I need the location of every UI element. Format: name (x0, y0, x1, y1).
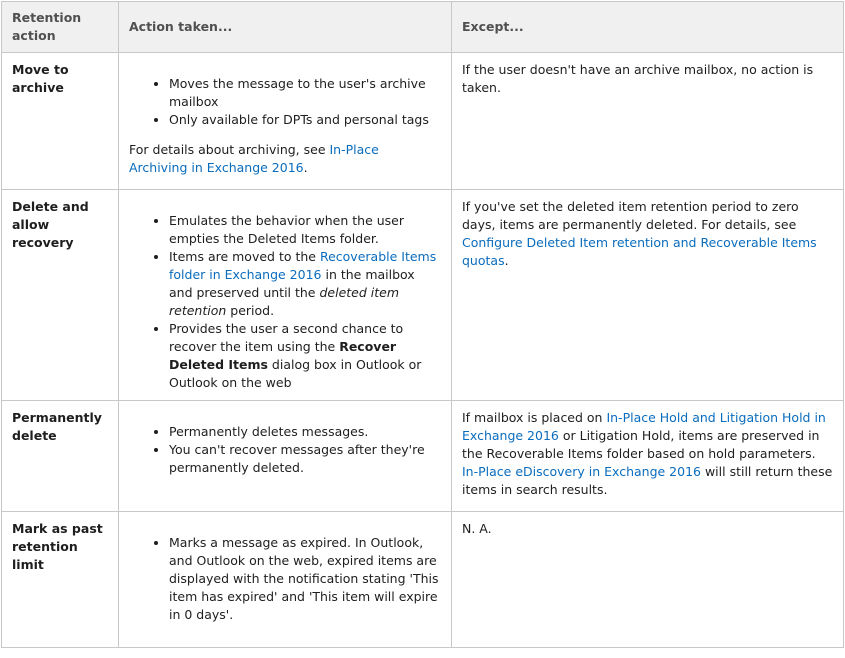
table-row (2, 53, 844, 190)
action-taken-cell (119, 512, 452, 648)
list-item: • Provides the user a second chance to recover the item using the Recover Deleted Items dialog box in Outlook or Outlook on the web (169, 320, 441, 392)
list-item: • Items are moved to the Recoverable Items folder in Exchange 2016 in the mailbox and preserved until the deleted item retention period. (169, 248, 441, 320)
header-retention-action: Retention action (2, 2, 119, 53)
header-except: Except... (452, 2, 844, 53)
list-item: • Only available for DPTs and personal tags (169, 111, 441, 129)
bullet-list (129, 212, 441, 392)
action-taken-cell (119, 190, 452, 401)
retention-action-cell: Permanently delete (2, 401, 119, 512)
list-item: • Marks a message as expired. In Outlook, and Outlook on the web, expired items are displayed with the notification stating 'This item has expired' and 'This item will expire in 0 days'. (169, 534, 441, 624)
list-item: • Emulates the behavior when the user empties the Deleted Items folder. (169, 212, 441, 248)
bullet-list (129, 534, 441, 624)
archive-note: For details about archiving, see In-Place Archiving in Exchange 2016. (129, 142, 379, 175)
except-cell: If mailbox is placed on In-Place Hold and Litigation Hold in Exchange 2016 or Litigation Hold, items are preserved in the Recoverable Items folder based on hold parameters. In-Place eDiscovery in Exchange 2016 will still return these items in search results. (452, 401, 844, 512)
list-item: • Moves the message to the user's archive mailbox (169, 75, 441, 111)
bullet-list (129, 423, 441, 477)
link-in-place-ediscovery[interactable]: In-Place eDiscovery in Exchange 2016 (462, 464, 701, 479)
retention-action-cell: Mark as past retention limit (2, 512, 119, 648)
header-row (2, 2, 844, 53)
link-recoverable-items-folder[interactable]: Recoverable Items folder in Exchange 2016 (169, 249, 437, 282)
retention-action-cell: Move to archive (2, 53, 119, 190)
table-row (2, 512, 844, 648)
bullet-list (129, 75, 441, 129)
link-configure-deleted-item-retention[interactable]: Configure Deleted Item retention and Recoverable Items quotas (462, 235, 817, 268)
retention-actions-table (1, 1, 844, 648)
table-row (2, 401, 844, 512)
retention-action-cell: Delete and allow recovery (2, 190, 119, 401)
link-in-place-archiving[interactable]: In-Place Archiving in Exchange 2016 (129, 142, 379, 175)
except-cell: N. A. (452, 512, 844, 648)
action-taken-cell (119, 53, 452, 190)
except-cell: If the user doesn't have an archive mailbox, no action is taken. (452, 53, 844, 190)
link-in-place-hold[interactable]: In-Place Hold and Litigation Hold in Exchange 2016 (462, 410, 826, 443)
except-cell: If you've set the deleted item retention period to zero days, items are permanently deleted. For details, see Configure Deleted Item retention and Recoverable Items quotas. (452, 190, 844, 401)
action-taken-cell (119, 401, 452, 512)
table-row (2, 190, 844, 401)
header-action-taken: Action taken... (119, 2, 452, 53)
list-item: • Permanently deletes messages. (169, 423, 441, 441)
list-item: • You can't recover messages after they're permanently deleted. (169, 441, 441, 477)
